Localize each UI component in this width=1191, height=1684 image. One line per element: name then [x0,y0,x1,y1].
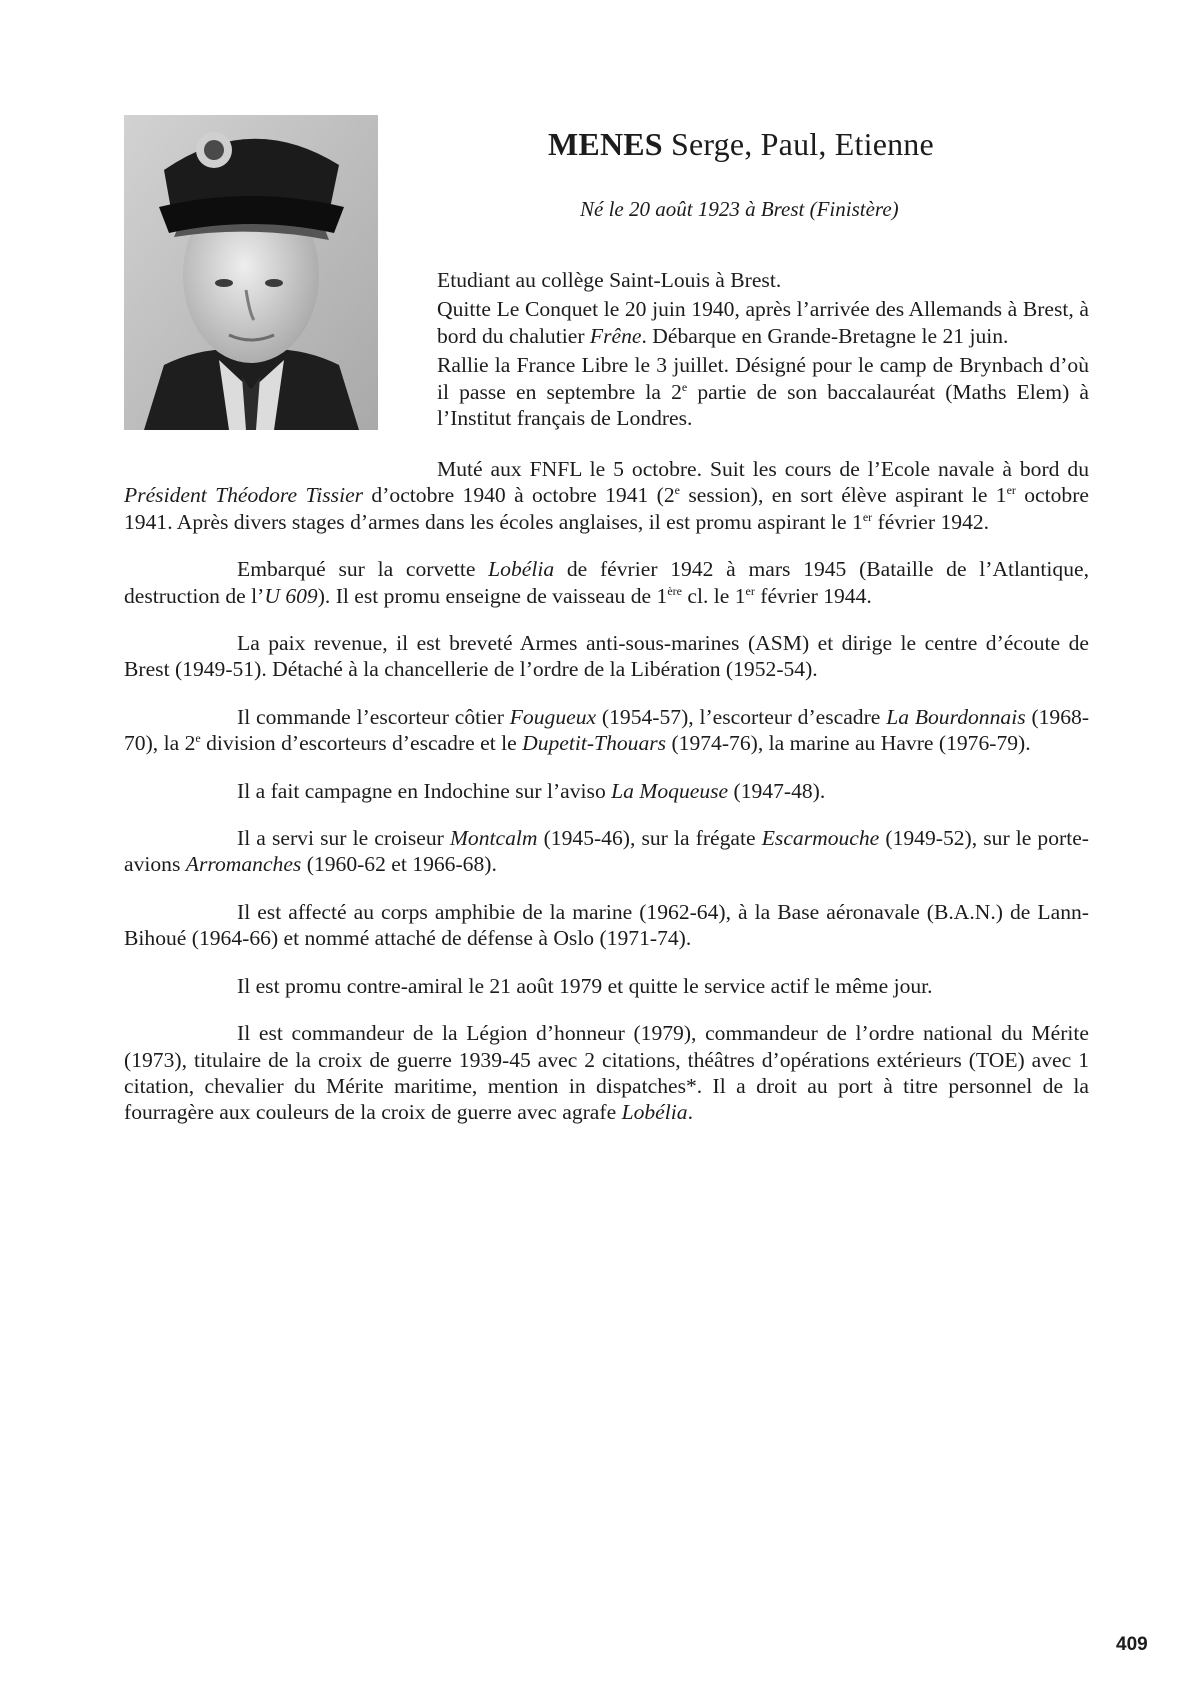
ordinal-suffix: er [745,583,755,598]
given-names: Serge, Paul, Etienne [671,126,934,162]
birth-info: Né le 20 août 1923 à Brest (Finistère) [580,197,899,221]
bio-text: . [687,1100,693,1125]
submarine-name: U 609 [264,583,318,608]
ordinal-suffix: er [862,510,873,525]
bio-service [124,825,1089,878]
ordinal-suffix: e [681,379,688,394]
bio-text: Il a servi sur le croiseur [237,826,450,851]
bio-text: Il a fait campagne en Indochine sur l’aviso [237,778,612,803]
bio-text: Il est commandeur de la Légion d’honneur (1979), commandeur de l’ordre national du Mérite (1973), titulaire de la croix de guerre 1939-45 avec 2 citations, théâtres d’opérations extérieurs (TOE) avec 1 citation, chevalier du Mérite maritime, mention in dispatches*. Il a droit au port à titre personnel de la fourragère aux couleurs de la croix de guerre avec agrafe [124,1021,1089,1125]
bio-text: Il commande l’escorteur côtier [237,704,510,729]
bio-commands [124,704,1089,757]
bio-text: octobre 1941. Après divers stages d’armes dans les écoles anglaises, il est promu aspirant le 1 [124,483,1090,534]
bio-indochina [124,778,1089,804]
bio-text: Rallie la France Libre le 3 juillet. Désigné pour le camp de Brynbach d’où il passe en septembre la 2 [437,353,1089,404]
bio-text: de février 1942 à mars 1945 (Bataille de l’Atlantique, destruction de l’ [124,557,1089,608]
ordinal-suffix: er [1006,483,1016,498]
portrait-photo-icon [124,115,378,430]
ship-name: La Moqueuse [611,778,729,803]
ship-name: La Bourdonnais [886,704,1026,729]
bio-lobelia [124,556,1089,609]
page-number: 409 [1116,1634,1148,1655]
surname: MENES [548,126,663,162]
bio-text: (1947-48). [728,778,826,803]
bio-text: Muté aux FNFL le 5 octobre. Suit les cours de l’Ecole navale à bord du [437,457,1089,481]
bio-top-block [437,267,1089,434]
bio-text: février 1942. [872,509,990,534]
bio-education: Etudiant au collège Saint-Louis à Brest. [437,268,782,292]
bio-text: division d’escorteurs d’escadre et le [200,731,523,756]
bio-text: cl. le 1 [681,583,746,608]
bio-naval-school [124,456,1089,535]
ship-name: Lobélia [488,557,555,582]
ordinal-suffix: ère [667,583,682,598]
bio-text: Quitte Le Conquet le 20 juin 1940, après l’arrivée des Allemands à Brest, à bord du chalutier [437,297,1089,348]
bio-text: février 1944. [754,583,872,608]
bio-text: . Débarque en Grande-Bretagne le 21 juin. [641,323,1009,348]
bio-text: session), en sort élève aspirant le 1 [680,483,1007,508]
ordinal-suffix: e [674,483,680,498]
ship-name: Président Théodore Tissier [124,483,364,508]
portrait-photo [124,115,378,430]
bio-text: (1968-70), la 2 [124,704,1090,756]
ship-name: Escarmouche [761,826,880,851]
bio-free-france [437,352,1089,431]
ship-name: Montcalm [449,826,538,851]
ship-name: Dupetit-Thouars [522,731,667,756]
bio-honours [124,1020,1089,1126]
ship-name: Arromanches [185,852,302,877]
ship-name: Lobélia [621,1100,688,1125]
bio-text: ). Il est promu enseigne de vaisseau de 1 [317,583,668,608]
bio-text: Embarqué sur la corvette [237,557,489,582]
bio-text: (1954-57), l’escorteur d’escadre [596,704,887,729]
bio-promotion: Il est promu contre-amiral le 21 août 1979 et quitte le service actif le même jour. [237,973,933,998]
bio-text: (1949-52), sur le porte-avions [124,826,1089,877]
bio-escape [437,296,1089,349]
bio-text: (1960-62 et 1966-68). [301,852,497,877]
ship-name: Frêne [589,323,642,348]
ship-name: Fougueux [509,704,597,729]
bio-assignments: Il est affecté au corps amphibie de la marine (1962-64), à la Base aéronavale (B.A.N.) de Lann-Bihoué (1964-66) et nommé attaché de défense à Oslo (1971-74). [124,899,1089,951]
ordinal-suffix: e [195,731,201,746]
bio-text: partie de son baccalauréat (Maths Elem) à l’Institut français de Londres. [437,379,1090,431]
person-name-heading [548,126,934,163]
bio-postwar: La paix revenue, il est breveté Armes anti-sous-marines (ASM) et dirige le centre d’écoute de Brest (1949-51). Détaché à la chancellerie de l’ordre de la Libération (1952-54). [124,631,1089,682]
bio-main-block [124,456,1089,1147]
bio-text: (1945-46), sur la frégate [537,826,762,851]
bio-text: d’octobre 1940 à octobre 1941 (2 [363,483,675,508]
bio-text: (1974-76), la marine au Havre (1976-79). [666,731,1031,756]
